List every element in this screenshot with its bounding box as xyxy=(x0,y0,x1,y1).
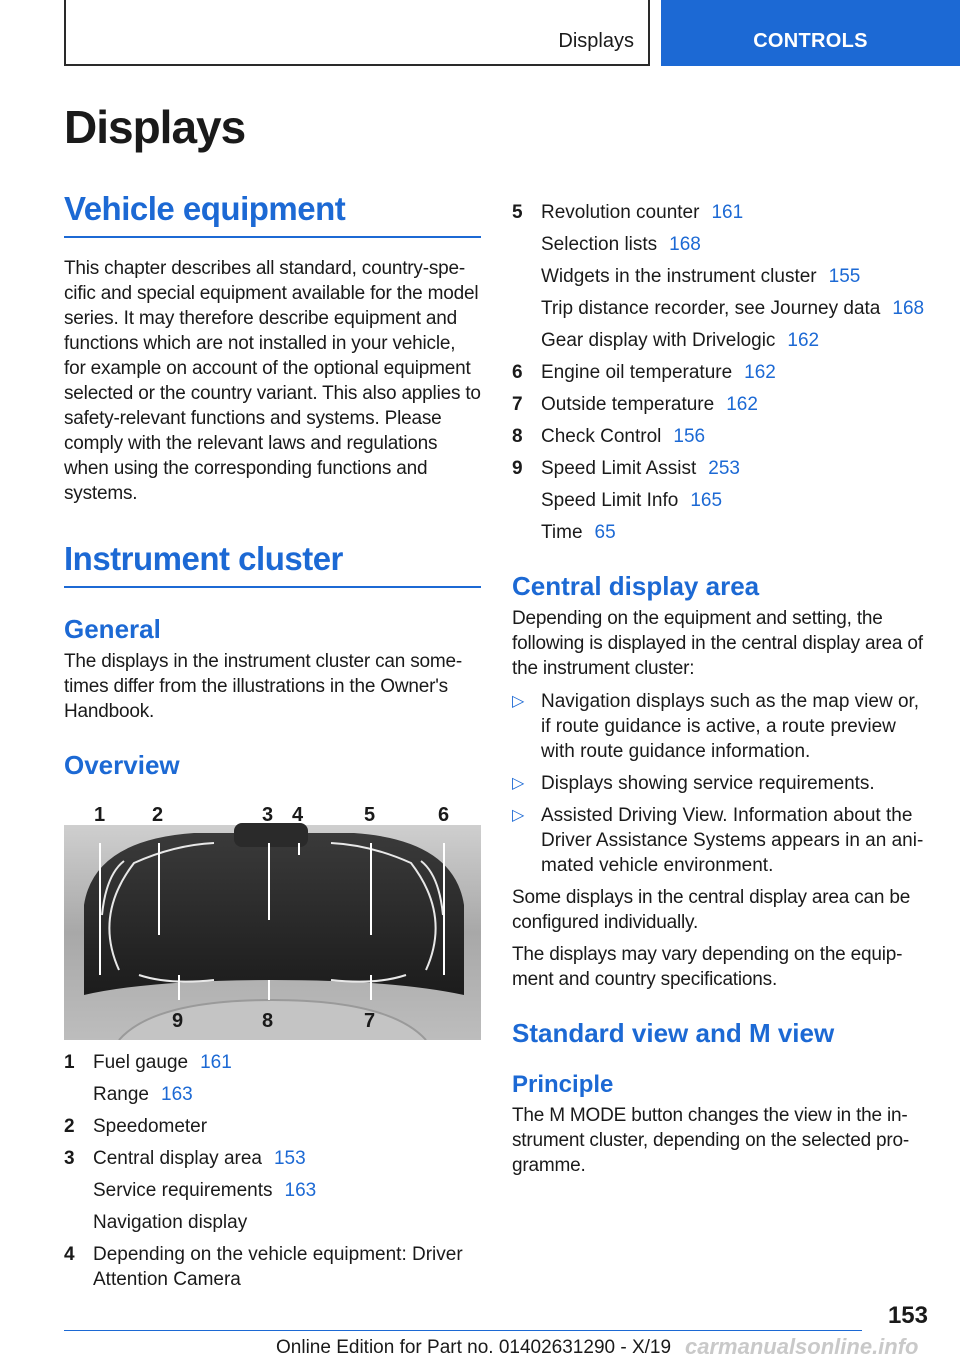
principle-body: The M MODE button changes the view in the instrument cluster, depending on the selected programme. xyxy=(512,1105,910,1176)
item-text: Speedometer xyxy=(93,1116,208,1137)
bullet-text: Assisted Driving View. Information about the Driver Assistance Systems appears in an animated vehicle environment. xyxy=(541,805,924,876)
item-text: Speed Limit Assist xyxy=(541,458,697,479)
page-reference-link[interactable]: 163 xyxy=(284,1180,317,1201)
list-item xyxy=(512,488,928,513)
principle-heading: Principle xyxy=(512,1071,614,1098)
list-item xyxy=(512,296,928,321)
item-text: Navigation display xyxy=(93,1212,248,1233)
item-text: Engine oil temperature xyxy=(541,362,733,383)
list-item xyxy=(512,424,928,449)
header-section-title: Displays xyxy=(558,30,634,52)
item-text: Revolution counter xyxy=(541,202,700,223)
overview-list-left xyxy=(64,1050,481,1292)
page-reference-link[interactable]: 162 xyxy=(726,394,758,415)
page-reference-link[interactable]: 153 xyxy=(273,1148,306,1169)
list-item xyxy=(512,392,928,417)
callout-1: 1 xyxy=(94,804,106,826)
central-display-note-2: The displays may vary depending on the equipment and country specifications. xyxy=(512,944,903,990)
callout-2: 2 xyxy=(152,804,164,826)
item-text: Gear display with Drivelogic xyxy=(541,330,776,351)
general-body: The displays in the instrument cluster can sometimes differ from the illustrations in the Owner's Handbook. xyxy=(64,651,463,722)
page-title: Displays xyxy=(64,101,246,153)
list-item xyxy=(64,1082,481,1107)
item-number: 8 xyxy=(512,426,523,447)
callout-9: 9 xyxy=(172,1010,184,1032)
header-chapter-tab: CONTROLS xyxy=(661,0,960,66)
item-text: Service requirements xyxy=(93,1180,273,1201)
item-text: Trip distance recorder, see Journey data xyxy=(541,298,881,319)
item-text: Central display area xyxy=(93,1148,262,1169)
item-text: Range xyxy=(93,1084,149,1105)
page-reference-link[interactable]: 161 xyxy=(711,202,744,223)
item-number: 9 xyxy=(512,458,523,479)
list-item xyxy=(512,200,928,225)
central-display-heading: Central display area xyxy=(512,571,760,601)
vehicle-equipment-body: This chapter describes all standard, country-specific and special equipment available for the model series. It may therefore describe equipment and functions which are not installed in your vehicle, for example on account of the optional equipment selected or the country variant. This also applies to safety-relevant functions and systems. Please comply with the relevant laws and regulations when using the corresponding functions and systems. xyxy=(64,258,481,504)
central-display-note-1: Some displays in the central display area can be configured individually. xyxy=(512,887,911,933)
callout-6: 6 xyxy=(438,804,450,826)
bullet-item xyxy=(512,803,928,878)
standard-view-heading: Standard view and M view xyxy=(512,1018,835,1048)
cluster-screen xyxy=(84,833,464,995)
instrument-cluster-illustration xyxy=(64,795,481,1040)
driver-camera xyxy=(234,823,308,847)
item-text: Time xyxy=(541,522,583,543)
list-item xyxy=(64,1114,481,1139)
general-heading: General xyxy=(64,614,161,644)
bullet-item xyxy=(512,689,928,764)
central-display-body: Depending on the equipment and setting, the following is displayed in the central display area of the instrument cluster: xyxy=(512,608,923,679)
callout-8: 8 xyxy=(262,1010,274,1032)
page-reference-link[interactable]: 155 xyxy=(828,266,861,287)
page-number: 153 xyxy=(887,1302,928,1329)
item-number: 5 xyxy=(512,202,523,223)
page-reference-link[interactable]: 165 xyxy=(690,490,723,511)
item-number: 2 xyxy=(64,1116,75,1137)
overview-heading: Overview xyxy=(64,750,180,780)
list-item xyxy=(64,1050,481,1075)
vehicle-equipment-heading: Vehicle equipment xyxy=(64,190,481,238)
right-column xyxy=(512,200,928,1178)
callout-4: 4 xyxy=(292,804,304,826)
item-number: 4 xyxy=(64,1244,75,1265)
list-item xyxy=(512,456,928,481)
item-number: 3 xyxy=(64,1148,75,1169)
overview-list-right xyxy=(512,200,928,545)
triangle-bullet-icon: ▷ xyxy=(512,693,525,710)
item-text: Fuel gauge xyxy=(93,1052,189,1073)
item-text: Outside temperature xyxy=(541,394,715,415)
footer-edition: Online Edition for Part no. 01402631290 - X/19 xyxy=(276,1337,672,1358)
central-display-bullets xyxy=(512,689,928,878)
page-reference-link[interactable]: 168 xyxy=(669,234,701,255)
callout-3: 3 xyxy=(262,804,274,826)
page-reference-link[interactable]: 156 xyxy=(673,426,706,447)
page-reference-link[interactable]: 161 xyxy=(200,1052,232,1073)
instrument-cluster-heading: Instrument cluster xyxy=(64,540,481,588)
list-item xyxy=(64,1178,481,1203)
callout-7: 7 xyxy=(364,1010,376,1032)
triangle-bullet-icon: ▷ xyxy=(512,807,525,824)
page-reference-link[interactable]: 168 xyxy=(892,298,925,319)
list-item xyxy=(512,328,928,353)
footer-divider xyxy=(64,1330,862,1331)
item-text: Depending on the vehicle equipment: Driver Attention Camera xyxy=(93,1244,463,1290)
bullet-item xyxy=(512,771,928,796)
list-item xyxy=(512,520,928,545)
item-text: Widgets in the instrument cluster xyxy=(541,266,817,287)
list-item xyxy=(64,1210,481,1235)
item-number: 1 xyxy=(64,1052,75,1073)
callout-5: 5 xyxy=(364,804,376,826)
list-item xyxy=(64,1242,481,1292)
page-reference-link[interactable]: 65 xyxy=(594,522,616,543)
list-item xyxy=(64,1146,481,1171)
page-reference-link[interactable]: 163 xyxy=(161,1084,193,1105)
item-text: Selection lists xyxy=(541,234,658,255)
item-number: 7 xyxy=(512,394,523,415)
item-text: Speed Limit Info xyxy=(541,490,679,511)
item-number: 6 xyxy=(512,362,523,383)
item-text: Check Control xyxy=(541,426,662,447)
watermark: carmanualsonline.info xyxy=(685,1334,919,1359)
triangle-bullet-icon: ▷ xyxy=(512,775,525,792)
instrument-cluster-image xyxy=(64,795,481,1040)
list-item xyxy=(512,264,928,289)
left-column xyxy=(64,190,481,1299)
list-item xyxy=(512,232,928,257)
header-section-box xyxy=(64,0,650,66)
list-item xyxy=(512,360,928,385)
page-reference-link[interactable]: 162 xyxy=(744,362,776,383)
page-reference-link[interactable]: 162 xyxy=(787,330,820,351)
bullet-text: Displays showing service requirements. xyxy=(541,773,875,794)
bullet-text: Navigation displays such as the map view or, if route guidance is active, a route preview with route guidance information. xyxy=(541,691,920,762)
page-reference-link[interactable]: 253 xyxy=(708,458,740,479)
